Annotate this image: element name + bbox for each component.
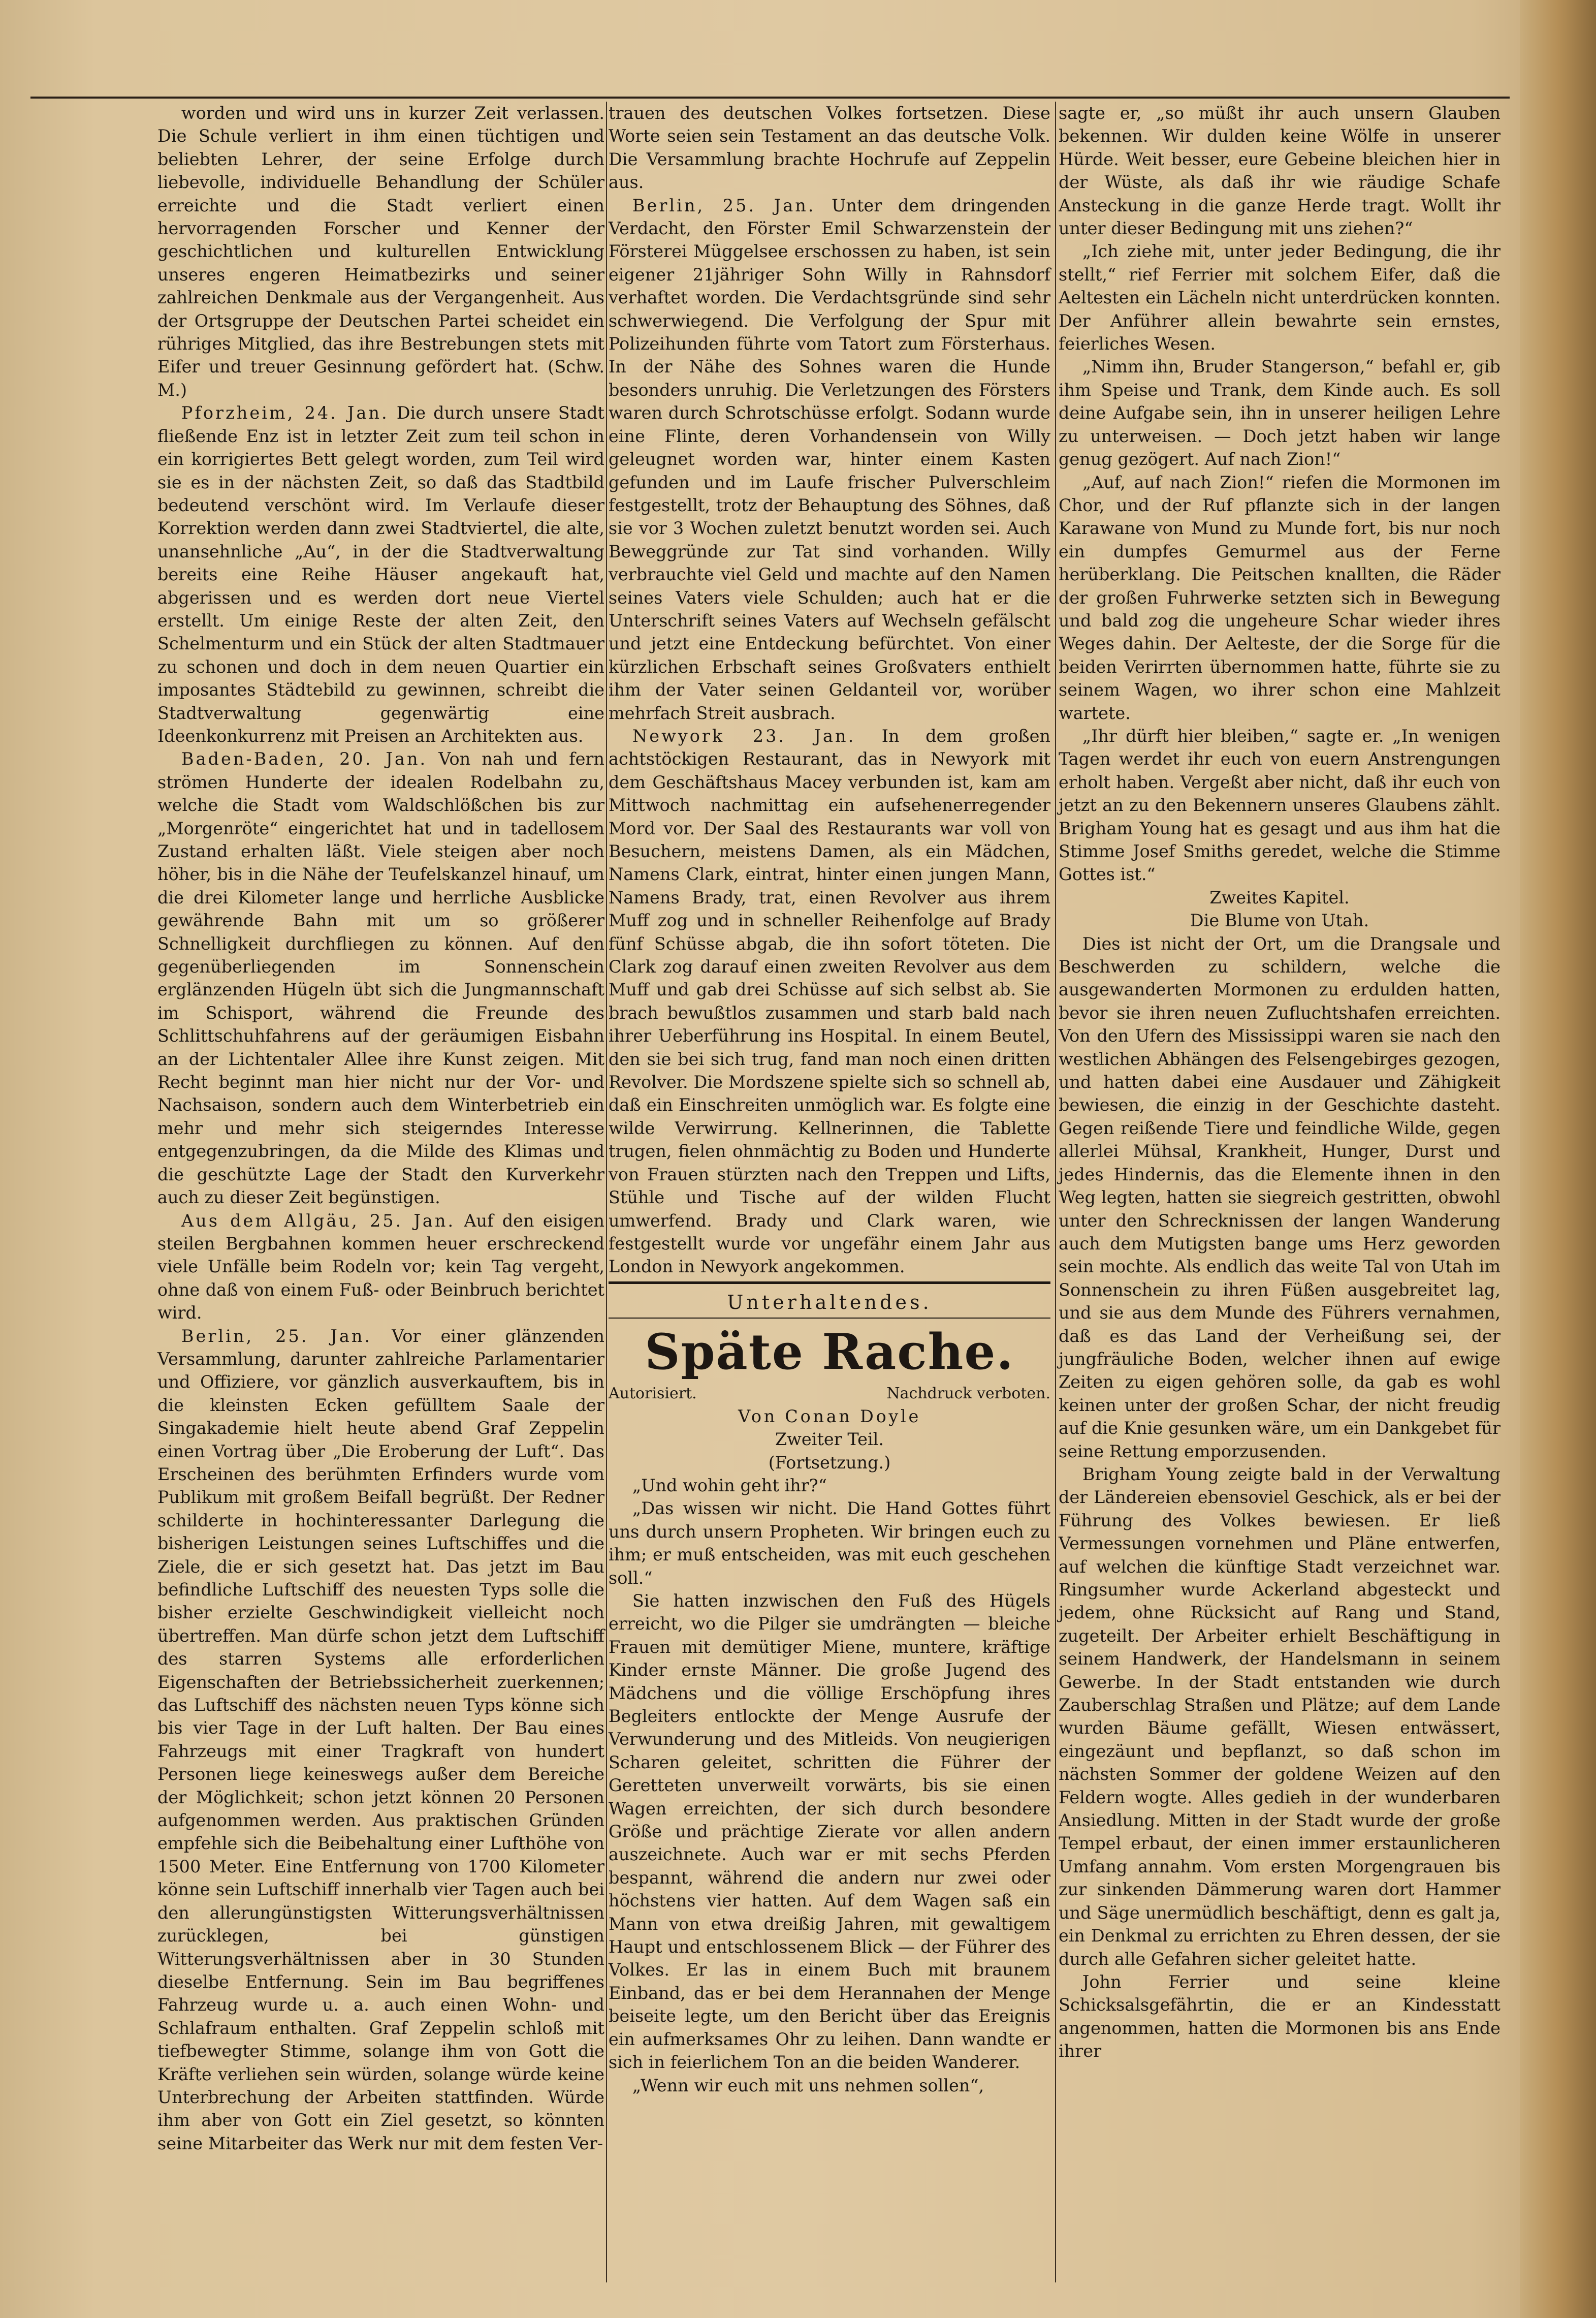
dateline: Newyork 23. Jan. bbox=[632, 726, 856, 746]
article-paragraph bbox=[609, 725, 1050, 1278]
paragraph-text: „Ihr dürft hier bleiben,“ sagte er. „In wenigen Tagen werdet ihr euch von euern Anstrengungen erholt haben. Vergeßt aber nicht, daß ihr euch von jetzt an zu den Bekennern unseres Glaubens zählt. Brigham Young hat es gesagt und aus ihm hat die Stimme Josef Smiths geredet, welche die Stimme Gottes ist.“ bbox=[1059, 726, 1501, 885]
article-paragraph bbox=[157, 401, 604, 747]
article-paragraph bbox=[157, 1325, 604, 2155]
chapter-subtitle: Die Blume von Utah. bbox=[1190, 911, 1369, 931]
paragraph-text: Auf den eisigen steilen Bergbahnen kommen heuer erschreckend viele Unfälle beim Rodeln vor; kein Tag vergeht, ohne daß von einem Fuß- oder Beinbruch berichtet wird. bbox=[157, 1210, 604, 1323]
article-paragraph bbox=[1059, 471, 1501, 725]
article-paragraph bbox=[1059, 932, 1501, 1463]
book-binding-edge bbox=[1520, 0, 1596, 2318]
paragraph-text: Brigham Young zeigte bald in der Verwaltung der Ländereien ebensoviel Geschick, als er bei der Führung des Volkes bewiesen. Er ließ Vermessungen vornehmen und Pläne entwerfen, auf welchen die künftige Stadt verzeichnet war. Ringsumher wurde Ackerland abgesteckt und jedem, ohne Rücksicht auf Rang und Stand, zugeteilt. Der Arbeiter erhielt Beschäftigung in seinem Handwerk, der Handelsmann in seinem Gewerbe. In der Stadt entstanden wie durch Zauberschlag Straßen und Plätze; auf dem Lande wurden Bäume gefällt, Wiesen entwässert, eingezäunt und bepflanzt, so daß schon im nächsten Sommer der goldene Weizen auf den Feldern wogte. Alles gedieh in der wunderbaren Ansiedlung. Mitten in der Stadt wurde der große Tempel erbaut, der einen immer erstaunlicheren Umfang annahm. Vom ersten Morgengrauen bis zur sinkenden Dämmerung waren dort Hammer und Säge unermüdlich beschäftigt, denn es galt ja, ein Denkmal zu errichten zu Ehren dessen, der sie durch alle Gefahren sicher geleitet hatte. bbox=[1059, 1464, 1501, 1969]
dateline: Aus dem Allgäu, 25. Jan. bbox=[181, 1210, 456, 1231]
dateline: Berlin, 25. Jan. bbox=[181, 1326, 372, 1346]
paragraph-text: Dies ist nicht der Ort, um die Drangsale und Beschwerden zu schildern, welche die ausgewanderten Mormonen zu erdulden hatten, bevor sie ihren neuen Zufluchtshafen erreichten. Von den Ufern des Mississippi waren sie nach den westlichen Abhängen des Felsengebirges gezogen, und hatten dabei eine Ausdauer und Zähigkeit bewiesen, die einzig in der Geschichte dasteht. Gegen reißende Tiere und feindliche Wilde, gegen allerlei Mühsal, Krankheit, Hunger, Durst und jedes Hindernis, das die Elemente ihnen in den Weg legten, hatten sie siegreich gestritten, obwohl unter den Schrecknissen der langen Wanderung auch dem Mutigsten bange ums Herz geworden sein mochte. Als endlich das weite Tal von Utah im Sonnenschein zu ihren Füßen ausgebreitet lag, und sie aus dem Munde des Führers vernahmen, daß es das Land der Verheißung sei, der jungfräuliche Boden, welcher ihnen auf ewige Zeiten zu eigen gehören solle, da gab es wohl keinen unter der großen Schar, der nicht freudig auf die Knie gesunken wäre, um ein Dankgebet für seine Rettung emporzusenden. bbox=[1059, 933, 1501, 1461]
story-title: Späte Rache. bbox=[645, 1323, 1014, 1381]
dateline: Pforzheim, 24. Jan. bbox=[181, 403, 389, 423]
article-paragraph bbox=[1059, 725, 1501, 886]
chapter-heading: Zweites Kapitel. bbox=[1209, 887, 1350, 907]
section-label: Unterhaltendes. bbox=[727, 1291, 932, 1313]
paragraph-text: Die durch unsere Stadt fließende Enz ist in letzter Zeit zum teil schon in ein korrigiertes Bett gelegt worden, zum Teil wird sie es in der nächsten Zeit, so daß das Stadtbild bedeutend verschönt wird. Im Verlaufe dieser Korrektion werden dann zwei Stadtviertel, die alte, unansehnliche „Au“, in der die Stadtverwaltung bereits eine Reihe Häuser angekauft hat, abgerissen und es werden dort neue Viertel erstellt. Um einige Reste der alten Zeit, den Schelmenturm und ein Stück der alten Stadtmauer zu schonen und doch in dem neuen Quartier ein imposantes Städtebild zu gewinnen, schreibt die Stadtverwaltung gegenwärtig eine Ideenkonkurrenz mit Preisen an Architekten aus. bbox=[157, 403, 604, 746]
paragraph-text: In dem großen achtstöckigen Restaurant, das in Newyork mit dem Geschäftshaus Macey verbunden ist, kam am Mittwoch nachmittag ein aufsehenerregender Mord vor. Der Saal des Restaurants war voll von Besuchern, meistens Damen, als ein Mädchen, Namens Clark, eintrat, hinter einen jungen Mann, Namens Brady, trat, einen Revolver aus ihrem Muff zog und in schneller Reihenfolge auf Brady fünf Schüsse abgab, die ihn sofort töteten. Die Clark zog darauf einen zweiten Revolver aus dem Muff und gab drei Schüsse auf sich selbst ab. Sie brach bewußtlos zusammen und starb bald nach ihrer Ueberführung ins Hospital. In einem Beutel, den sie bei sich trug, fand man noch einen dritten Revolver. Die Mordszene spielte sich so schnell ab, daß ein Einschreiten unmöglich war. Es folgte eine wilde Verwirrung. Kellnerinnen, die Tablette trugen, fielen ohnmächtig zu Boden und Hunderte von Frauen stürzten nach den Treppen und Lifts, Stühle und Tische auf der wilden Flucht umwerfend. Brady und Clark waren, wie festgestellt wurde vor ungefähr einem Jahr aus London in Newyork angekommen. bbox=[609, 726, 1050, 1277]
top-rule bbox=[30, 97, 1510, 99]
middle-news-items bbox=[609, 102, 1050, 1278]
article-paragraph bbox=[157, 102, 604, 401]
article-paragraph bbox=[1059, 102, 1501, 240]
rights-reprint: Nachdruck verboten. bbox=[886, 1384, 1050, 1402]
paragraph-text: „Ich ziehe mit, unter jeder Bedingung, die ihr stellt,“ rief Ferrier mit solchem Eifer, daß die Aeltesten ein Lächeln nicht unterdrücken konnten. Der Anführer allein bewahrte sein ernstes, feierliches Wesen. bbox=[1059, 241, 1501, 354]
article-paragraph bbox=[609, 102, 1050, 194]
story-part: Zweiter Teil. bbox=[775, 1429, 884, 1450]
paragraph-text: Unter dem dringenden Verdacht, den Förster Emil Schwarzenstein der Försterei Müggelsee erschossen zu haben, ist sein eigener 21jähriger Sohn Willy in Rahnsdorf verhaftet worden. Die Verdachtsgründe sind sehr schwerwiegend. Die Verfolgung der Spur mit Polizeihunden führte vom Tatort zum Försterhaus. In der Nähe des Sohnes waren die Hunde besonders unruhig. Die Verletzungen des Försters waren durch Schrotschüsse erfolgt. Sodann wurde eine Flinte, deren Vorhandensein von Willy geleugnet worden war, hinter einem Kasten gefunden und im Laufe frischer Pulverschleim festgestellt, trotz der Behauptung des Söhnes, daß sie vor 3 Wochen zuletzt benutzt worden sei. Auch Beweggründe zur Tat sind vorhanden. Willy verbrauchte viel Geld und machte auf den Namen seines Vaters viele Schulden; auch hat er die Unterschrift seines Vaters auf Wechseln gefälscht und jetzt eine Entdeckung befürchtet. Von einer kürzlichen Erbschaft seines Großvaters enthielt ihm der Vater seinen Geldanteil vor, worüber mehrfach Streit ausbrach. bbox=[609, 195, 1050, 723]
article-paragraph bbox=[1059, 1970, 1501, 2063]
left-column bbox=[157, 102, 604, 2155]
serial-body bbox=[609, 1474, 1050, 2097]
story-paragraph: Sie hatten inzwischen den Fuß des Hügels erreicht, wo die Pilger sie umdrängten — bleiche Frauen mit demütiger Miene, muntere, kräftige Kinder ernste Männer. Die große Jugend des Mädchens und die völlige Erschöpfung ihres Begleiters entlockte der Menge Ausrufe der Verwunderung und des Mitleids. Von neugierigen Scharen geleitet, schritten die Führer der Geretteten unverweilt vorwärts, bis sie einen Wagen erreichten, der sich durch besondere Größe und prächtige Zierate vor allen andern auszeichnete. Auch war er mit sechs Pferden bespannt, während die andern nur zwei oder höchstens vier hatten. Auf dem Wagen saß ein Mann von etwa dreißig Jahren, mit gewaltigem Haupt und entschlossenem Blick — der Führer des Volkes. Er las in einem Buch mit braunem Einband, das er bei dem Herannahen der Menge beiseite legte, um den Bericht über das Ereignis ein aufmerksames Ohr zu leihen. Dann wandte er sich in feierlichem Ton an die beiden Wanderer. bbox=[609, 1590, 1050, 2073]
article-paragraph bbox=[157, 747, 604, 1209]
rights-authorized: Autorisiert. bbox=[609, 1384, 697, 1402]
story-paragraph: „Wenn wir euch mit uns nehmen sollen“, bbox=[632, 2075, 984, 2095]
article-paragraph bbox=[157, 1209, 604, 1325]
paragraph-text: Von nah und fern strömen Hunderte der idealen Rodelbahn zu, welche die Stadt vom Waldschlößchen bis zur „Morgenröte“ eingerichtet hat und in tadellosem Zustand erhalten läßt. Viele steigen aber noch höher, bis in die Nähe der Teufelskanzel hinauf, um die drei Kilometer lange und herrliche Ausblicke gewährende Bahn mit um so größerer Schnelligkeit durchfliegen zu können. Auf den gegenüberliegenden im Sonnenschein erglänzenden Hügeln übt sich die Jungmannschaft im Schisport, während die Freunde des Schlittschuhfahrens auf der geräumigen Eisbahn an der Lichtentaler Allee ihre Kunst zeigen. Mit Recht beginnt man hier nicht nur der Vor- und Nachsaison, sondern auch dem Winterbetrieb ein mehr und mehr sich steigerndes Interesse entgegenzubringen, da die Milde des Klimas und die geschützte Lage der Stadt den Kurverkehr auch zu dieser Zeit begünstigen. bbox=[157, 749, 604, 1208]
serial-story bbox=[609, 1322, 1050, 1474]
article-paragraph bbox=[1059, 1463, 1501, 1970]
right-column bbox=[1059, 102, 1501, 2063]
story-paragraph: „Und wohin geht ihr?“ bbox=[632, 1475, 827, 1495]
rights-line bbox=[609, 1383, 1050, 1405]
middle-column bbox=[609, 102, 1050, 2097]
dateline: Berlin, 25. Jan. bbox=[632, 195, 816, 215]
column-divider bbox=[1055, 102, 1056, 2282]
paragraph-text: John Ferrier und seine kleine Schicksalsgefährtin, die er an Kindesstatt angenommen, hatten die Mormonen bis ans Ende ihrer bbox=[1059, 1971, 1501, 2061]
article-paragraph bbox=[609, 194, 1050, 725]
paragraph-text: Vor einer glänzenden Versammlung, darunter zahlreiche Parlamentarier und Offiziere, vor gänzlich ausverkauftem, bis in die kleinsten Ecken gefülltem Saale der Singakademie hielt heute abend Graf Zeppelin einen Vortrag über „Die Eroberung der Luft“. Das Erscheinen des berühmten Erfinders wurde vom Publikum mit großem Beifall begrüßt. Der Redner schilderte in hochinteressanter Darlegung die bisherigen Leistungen seines Luftschiffes und die Ziele, die er sich gesetzt hat. Das jetzt im Bau befindliche Luftschiff des neuesten Typs solle die bisher erzielte Geschwindigkeit vielleicht noch übertreffen. Man dürfe schon jetzt dem Luftschiff des starren Systems alle erforderlichen Eigenschaften der Betriebssicherheit zuerkennen; das Luftschiff des nächsten neuen Typs könne sich bis vier Tage in der Luft halten. Der Bau eines Fahrzeugs mit einer Tragkraft von hundert Personen liege keineswegs außer dem Bereiche der Möglichkeit; schon jetzt können 20 Personen aufgenommen werden. Aus praktischen Gründen empfehle sich die Beibehaltung einer Lufthöhe von 1500 Meter. Eine Entfernung von 1700 Kilometer könne sein Luftschiff innerhalb vier Tagen auch bei den allerungünstigsten Witterungsverhältnissen zurücklegen, bei günstigen Witterungsverhältnissen aber in 30 Stunden dieselbe Entfernung. Sein im Bau begriffenes Fahrzeug wurde u. a. auch einen Wohn- und Schlafraum enthalten. Graf Zeppelin schloß mit tiefbewegter Stimme, solange ihm von Gott die Kräfte verliehen sein würden, solange würde keine Unterbrechung der Arbeiten stattfinden. Würde ihm aber von Gott ein Ziel gesetzt, so könnten seine Mitarbeiter das Werk nur mit dem festen Ver- bbox=[157, 1326, 604, 2153]
article-paragraph bbox=[1059, 355, 1501, 471]
dateline: Baden-Baden, 20. Jan. bbox=[181, 749, 428, 769]
paragraph-text: worden und wird uns in kurzer Zeit verlassen. Die Schule verliert in ihm einen tüchtigen und beliebten Lehrer, der seine Erfolge durch liebevolle, individuelle Behandlung der Schüler erreichte und die Stadt verliert einen hervorragenden Forscher und Kenner der geschichtlichen und kulturellen Entwicklung unseres engeren Heimatbezirks und seiner zahlreichen Denkmale aus der Vergangenheit. Aus der Ortsgruppe der Deutschen Partei scheidet ein rühriges Mitglied, das ihre Bestrebungen stets mit Eifer und treuer Gesinnung gefördert hat. (Schw. M.) bbox=[157, 103, 604, 400]
paragraph-text: „Auf, auf nach Zion!“ riefen die Mormonen im Chor, und der Ruf pflanzte sich in der langen Karawane von Mund zu Munde fort, bis nur noch ein dumpfes Gemurmel aus der Ferne herüberklang. Die Peitschen knallten, die Räder der großen Fuhrwerke setzten sich in Bewegung und bald zog die ungeheure Schar wieder ihres Weges dahin. Der Aelteste, der die Sorge für die beiden Verirrten übernommen hatte, führte sie zu seinem Wagen, wo ihrer schon eine Mahlzeit wartete. bbox=[1059, 472, 1501, 723]
paragraph-text: trauen des deutschen Volkes fortsetzen. Diese Worte seien sein Testament an das deutsche Volk. Die Versammlung brachte Hochrufe auf Zeppelin aus. bbox=[609, 103, 1050, 193]
column-divider bbox=[606, 102, 607, 2282]
paragraph-text: „Nimm ihn, Bruder Stangerson,“ befahl er, gib ihm Speise und Trank, dem Kinde auch. Es soll deine Aufgabe sein, ihn in unserer heiligen Lehre zu unterweisen. — Doch jetzt haben wir lange genug gezögert. Auf nach Zion!“ bbox=[1059, 357, 1501, 469]
story-continuation: (Fortsetzung.) bbox=[768, 1452, 891, 1473]
story-paragraph: „Das wissen wir nicht. Die Hand Gottes führt uns durch unsern Propheten. Wir bringen euch zu ihm; er muß entscheiden, was mit euch geschehen soll.“ bbox=[609, 1498, 1050, 1588]
paragraph-text: sagte er, „so müßt ihr auch unsern Glauben bekennen. Wir dulden keine Wölfe in unserer Hürde. Weit besser, eure Gebeine bleichen hier in der Wüste, als daß ihr wie räudige Schafe Ansteckung in die ganze Herde tragt. Wollt ihr unter dieser Bedingung mit uns ziehen?“ bbox=[1059, 103, 1501, 239]
serial-header bbox=[609, 1281, 1050, 1319]
article-paragraph bbox=[1059, 240, 1501, 355]
story-byline: Von Conan Doyle bbox=[738, 1406, 921, 1426]
